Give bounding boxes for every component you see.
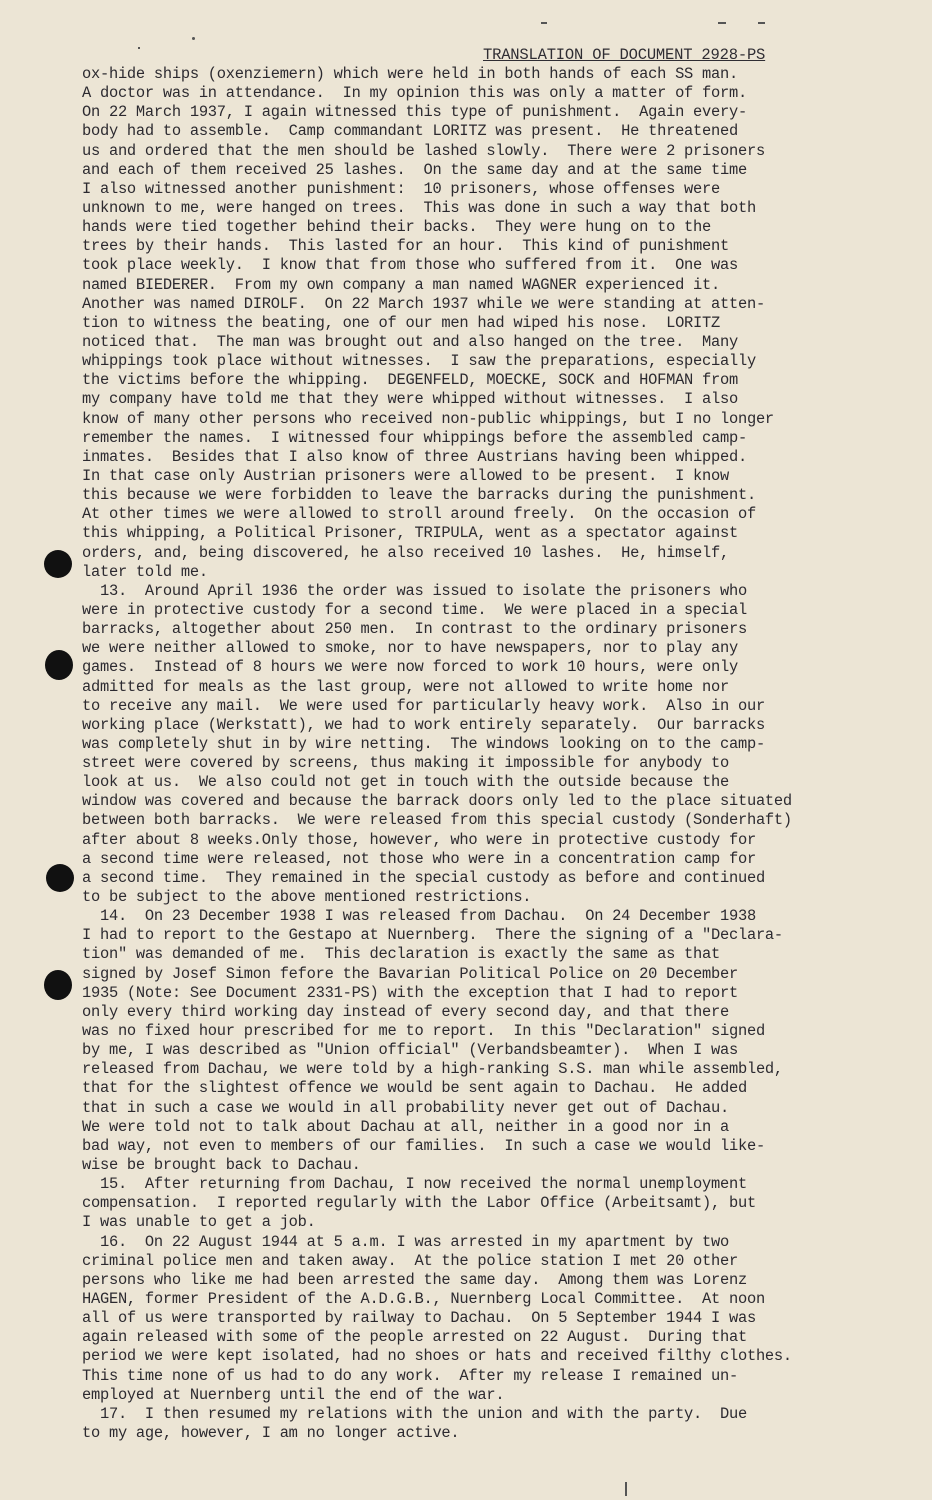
text-line: HAGEN, former President of the A.D.G.B., Nuernberg Local Committee. At noon [82, 1290, 765, 1308]
punch-hole-top [44, 550, 72, 578]
text-line: remember the names. I witnessed four whippings before the assembled camp- [82, 428, 747, 447]
text-line: only every third working day instead of every second day, and that there [82, 1002, 729, 1021]
text-line: that for the slightest offence we would be sent again to Dachau. He added [82, 1079, 747, 1098]
document-body [82, 65, 862, 1443]
text-line: released from Dachau, we were told by a high-ranking S.S. man while assembled, [82, 1060, 783, 1079]
text-line: named BIEDERER. From my own company a man named WAGNER experienced it. [82, 275, 720, 294]
text-line: admitted for meals as the last group, were not allowed to write home nor [82, 677, 729, 696]
text-line: At other times we were allowed to stroll around freely. On the occasion of [82, 505, 756, 524]
text-line: 13. Around April 1936 the order was issued to isolate the prisoners who [82, 581, 747, 600]
text-line: Another was named DIROLF. On 22 March 1937 while we were standing at atten- [82, 294, 765, 313]
text-line: body had to assemble. Camp commandant LORITZ was present. He threatened [82, 122, 738, 141]
text-line: this whipping, a Political Prisoner, TRIPULA, went as a spectator against [82, 524, 738, 543]
scan-speck [138, 47, 140, 49]
text-line: games. Instead of 8 hours we were now forced to work 10 hours, were only [82, 658, 738, 677]
text-line: after about 8 weeks.Only those, however, who were in protective custody for [82, 830, 756, 849]
text-line: signed by Josef Simon fefore the Bavarian Political Police on 20 December [82, 964, 738, 983]
text-line: again released with some of the people arrested on 22 August. During that [82, 1328, 747, 1347]
text-line: window was covered and because the barrack doors only led to the place situated [82, 792, 792, 811]
text-line: a second time were released, not those who were in a concentration camp for [82, 849, 756, 868]
text-line: look at us. We also could not get in touch with the outside because the [82, 773, 729, 792]
text-line: barracks, altogether about 250 men. In contrast to the ordinary prisoners [82, 620, 747, 639]
text-line: tion" was demanded of me. This declaration is exactly the same as that [82, 945, 720, 964]
text-line: compensation. I reported regularly with the Labor Office (Arbeitsamt), but [82, 1194, 756, 1213]
text-line: A doctor was in attendance. In my opinion this was only a matter of form. [82, 84, 747, 103]
text-line: street were covered by screens, thus making it impossible for anybody to [82, 754, 729, 773]
text-line: I was unable to get a job. [82, 1213, 316, 1232]
text-line: later told me. [82, 562, 208, 581]
text-line: inmates. Besides that I also know of three Austrians having been whipped. [82, 447, 747, 466]
text-line: I also witnessed another punishment: 10 prisoners, whose offenses were [82, 179, 720, 198]
text-line: us and ordered that the men should be lashed slowly. There were 2 prisoners [82, 141, 765, 160]
text-line: to receive any mail. We were used for particularly heavy work. Also in our [82, 696, 765, 715]
text-line: tion to witness the beating, one of our men had wiped his nose. LORITZ [82, 313, 720, 332]
punch-hole-upper-middle [45, 650, 73, 680]
text-line: ox-hide ships (oxenziemern) which were held in both hands of each SS man. [82, 65, 738, 83]
text-line: was no fixed hour prescribed for me to report. In this "Declaration" signed [82, 1022, 765, 1041]
text-line: and each of them received 25 lashes. On the same day and at the same time [82, 160, 747, 179]
text-line: hands were tied together behind their backs. They were hung on to the [82, 218, 712, 237]
text-line: orders, and, being discovered, he also received 10 lashes. He, himself, [82, 543, 729, 562]
text-line: to be subject to the above mentioned restrictions. [82, 888, 532, 907]
text-line: unknown to me, were hanged on trees. This was done in such a way that both [82, 198, 756, 217]
text-line: by me, I was described as "Union official" (Verbandsbeamter). When I was [82, 1041, 738, 1060]
text-line: 1935 (Note: See Document 2331-PS) with the exception that I had to report [82, 983, 738, 1002]
text-line: know of many other persons who received non-public whippings, but I no longer [82, 409, 774, 428]
text-line: We were told not to talk about Dachau at all, neither in a good nor in a [82, 1117, 729, 1136]
punch-hole-bottom [44, 970, 72, 1000]
text-line: 14. On 23 December 1938 I was released from Dachau. On 24 December 1938 [82, 907, 756, 926]
text-line: a second time. They remained in the special custody as before and continued [82, 868, 765, 887]
text-line: bad way, not even to members of our families. In such a case we would like- [82, 1136, 765, 1155]
text-line: was completely shut in by wire netting. The windows looking on to the camp- [82, 734, 765, 753]
document-header: TRANSLATION OF DOCUMENT 2928-PS [483, 46, 766, 64]
text-line: that in such a case we would in all probability never get out of Dachau. [82, 1098, 729, 1117]
text-line: wise be brought back to Dachau. [82, 1156, 361, 1175]
text-line: In that case only Austrian prisoners were allowed to be present. I know [82, 466, 729, 485]
text-line: 15. After returning from Dachau, I now received the normal unemployment [82, 1175, 747, 1194]
text-line: between both barracks. We were released from this special custody (Sonderhaft) [82, 811, 792, 830]
text-line: my company have told me that they were whipped without witnesses. I also [82, 390, 738, 409]
text-line: employed at Nuernberg until the end of the war. [82, 1385, 505, 1404]
text-line: this because we were forbidden to leave the barracks during the punishment. [82, 486, 756, 505]
text-line: On 22 March 1937, I again witnessed this type of punishment. Again every- [82, 103, 747, 122]
text-line: trees by their hands. This lasted for an hour. This kind of punishment [82, 237, 729, 256]
text-line: we were neither allowed to smoke, nor to have newspapers, nor to play any [82, 639, 738, 658]
text-line: criminal police men and taken away. At the police station I met 20 other [82, 1251, 738, 1270]
text-line: noticed that. The man was brought out and also hanged on the tree. Many [82, 332, 738, 351]
scan-speck [718, 22, 726, 24]
text-line: all of us were transported by railway to Dachau. On 5 September 1944 I was [82, 1309, 756, 1328]
text-line: took place weekly. I know that from those who suffered from it. One was [82, 256, 738, 275]
punch-hole-lower-middle [46, 864, 74, 892]
text-line: to my age, however, I am no longer active. [82, 1423, 460, 1442]
text-line: persons who like me had been arrested the same day. Among them was Lorenz [82, 1270, 747, 1289]
scan-speck [541, 22, 547, 24]
text-line: This time none of us had to do any work. After my release I remained un- [82, 1366, 738, 1385]
text-line: working place (Werkstatt), we had to work entirely separately. Our barracks [82, 715, 765, 734]
text-line: I had to report to the Gestapo at Nuernberg. There the signing of a "Declara- [82, 926, 783, 945]
text-line: whippings took place without witnesses. I saw the preparations, especially [82, 352, 756, 371]
text-line: 16. On 22 August 1944 at 5 a.m. I was arrested in my apartment by two [82, 1232, 729, 1251]
scan-speck [192, 37, 195, 40]
text-line: period we were kept isolated, had no shoes or hats and received filthy clothes. [82, 1347, 792, 1366]
scan-speck [758, 22, 765, 24]
scan-speck [625, 1482, 627, 1496]
text-line: 17. I then resumed my relations with the union and with the party. Due [82, 1404, 747, 1423]
text-line: were in protective custody for a second time. We were placed in a special [82, 600, 747, 619]
text-line: the victims before the whipping. DEGENFELD, MOECKE, SOCK and HOFMAN from [82, 371, 738, 390]
